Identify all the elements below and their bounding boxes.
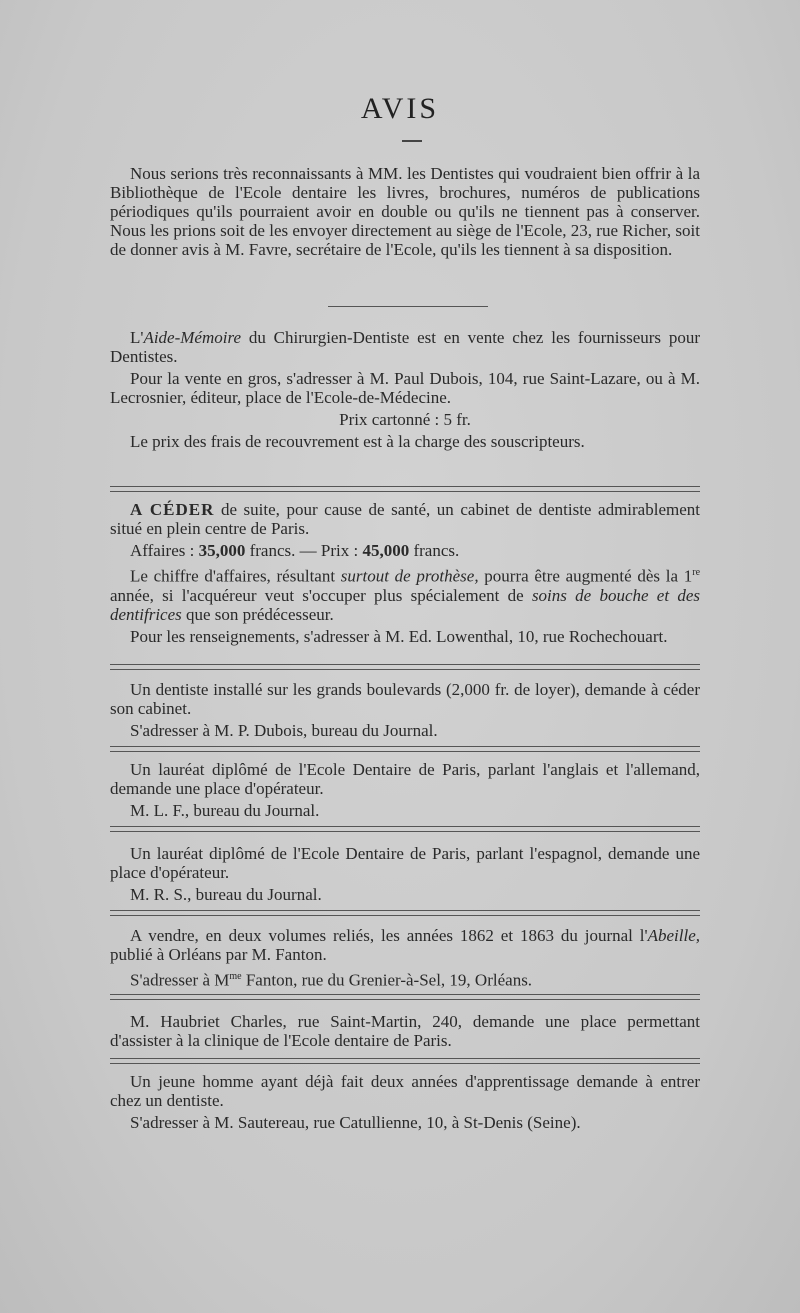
abeille-l2-b: Fanton, rue du Grenier-à-Sel, 19, Orléans. <box>241 970 533 990</box>
boulevards-line-1: Un dentiste installé sur les grands boulevards (2,000 fr. de loyer), demande à céder son cabinet. <box>110 680 700 718</box>
espagnol-line-2: M. R. S., bureau du Journal. <box>130 885 322 904</box>
haubriet-line-1: M. Haubriet Charles, rue Saint-Martin, 240, demande une place permettant d'assister à la clinique de l'Ecole dentaire de Paris. <box>110 1012 700 1050</box>
abeille-line-2 <box>110 967 700 990</box>
ceder-rest: de suite, pour cause de santé, un cabinet de dentiste admirablement situé en plein centre de Paris. <box>110 500 700 538</box>
abeille-l1-a: A vendre, en deux volumes reliés, les années 1862 et 1863 du journal l' <box>130 926 648 945</box>
abeille-l2-sup: me <box>229 971 242 982</box>
ceder-l3-a: Le chiffre d'affaires, résultant <box>130 566 341 586</box>
ceder-aff-b: francs. — Prix : <box>245 541 363 560</box>
anglais-line-2: M. L. F., bureau du Journal. <box>130 801 320 820</box>
separator-line <box>328 306 488 307</box>
ceder-affaires <box>110 541 700 560</box>
avis-text: Nous serions très reconnaissants à MM. les Dentistes qui voudraient bien offrir à la Bibliothèque de l'Ecole dentaire les livres, brochures, numéros de publications périodiques qu'ils pourraient avoir en double ou qu'ils ne tiennent pas à conserver. Nous les prions soit de les envoyer directement au siège de l'Ecole, 23, rue Richer, soit de donner avis à M. Favre, secrétaire de l'Ecole, qu'ils les tiennent à sa disposition. <box>110 164 700 259</box>
jeune-line-2: S'adresser à M. Sautereau, rue Catullienne, 10, à St-Denis (Seine). <box>130 1113 581 1132</box>
double-separator <box>110 910 700 916</box>
haubriet-ad <box>110 1012 700 1050</box>
aide-memoire-prefix: L' <box>130 328 144 347</box>
ceder-l3-c: année, si l'acquéreur veut s'occuper plus spécialement de <box>110 585 532 605</box>
abeille-title: Abeille, <box>647 926 700 945</box>
abeille-ad <box>110 926 700 990</box>
aide-memoire-price: Prix cartonné : 5 fr. <box>339 410 471 429</box>
anglais-ad <box>110 760 700 820</box>
aide-memoire-line-1 <box>110 328 700 366</box>
title-dash <box>402 140 422 142</box>
ceder-lead: A CÉDER <box>130 500 215 519</box>
aide-memoire-rest: du Chirurgien-Dentiste est en vente chez les fournisseurs pour Dentistes. <box>110 328 700 366</box>
espagnol-line-1: Un lauréat diplômé de l'Ecole Dentaire de Paris, parlant l'espagnol, demande une place d'opérateur. <box>110 844 700 882</box>
double-separator <box>110 994 700 1000</box>
ceder-l3-b: pourra être augmenté dès la 1 <box>478 566 693 586</box>
double-separator <box>110 826 700 832</box>
aide-memoire-title: Aide-Mémoire <box>143 328 242 347</box>
ceder-l3-it1: surtout de prothèse, <box>340 566 479 586</box>
jeune-line-1: Un jeune homme ayant déjà fait deux années d'apprentissage demande à entrer chez un dentiste. <box>110 1072 700 1110</box>
ceder-line-1 <box>110 500 700 538</box>
ceder-aff-a: Affaires : <box>130 541 199 560</box>
espagnol-ad <box>110 844 700 904</box>
aide-memoire-line-4: Le prix des frais de recouvrement est à la charge des souscripteurs. <box>130 432 585 451</box>
abeille-l1-b: publié à Orléans par M. Fanton. <box>110 945 327 964</box>
ceder-l3-d: que son prédécesseur. <box>181 604 334 624</box>
jeune-homme-ad <box>110 1072 700 1132</box>
boulevards-line-2: S'adresser à M. P. Dubois, bureau du Journal. <box>130 721 438 740</box>
double-separator <box>110 486 700 492</box>
ceder-aff-value-1: 35,000 <box>198 541 246 560</box>
aide-memoire-ad <box>110 328 700 451</box>
ceder-l3-it2: soins de bouche et des dentifrices <box>110 585 700 624</box>
abeille-l2-a: S'adresser à M <box>130 970 230 990</box>
ceder-aff-c: francs. <box>409 541 460 560</box>
ceder-l3-sup: re <box>692 567 701 578</box>
ceder-line-4: Pour les renseignements, s'adresser à M. Ed. Lowenthal, 10, rue Rochechouart. <box>130 626 668 646</box>
ceder-ad <box>110 500 700 646</box>
anglais-line-1: Un lauréat diplômé de l'Ecole Dentaire de Paris, parlant l'anglais et l'allemand, demande une place d'opérateur. <box>110 760 700 798</box>
aide-memoire-line-2: Pour la vente en gros, s'adresser à M. Paul Dubois, 104, rue Saint-Lazare, ou à M. Lecrosnier, éditeur, place de l'Ecole-de-Médecine. <box>110 369 700 407</box>
ceder-aff-value-2: 45,000 <box>362 541 410 560</box>
boulevards-ad <box>110 680 700 740</box>
double-separator <box>110 664 700 670</box>
double-separator <box>110 1058 700 1064</box>
page-title: AVIS <box>360 92 440 125</box>
ceder-line-3 <box>110 563 700 624</box>
abeille-line-1 <box>110 926 700 964</box>
double-separator <box>110 746 700 752</box>
avis-notice <box>110 164 700 259</box>
